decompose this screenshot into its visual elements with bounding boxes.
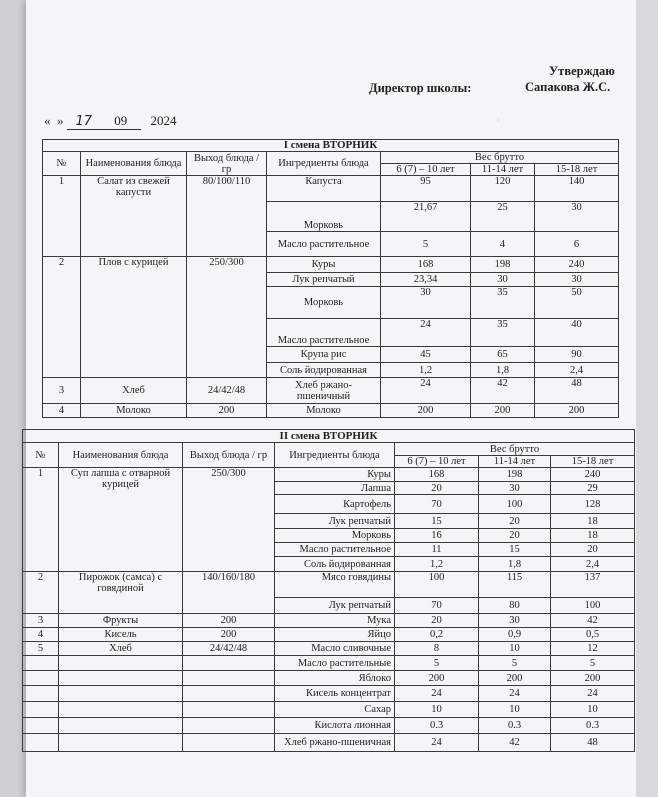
ingredient: Масло растительное bbox=[267, 319, 381, 347]
ingredient: Кисель концентрат bbox=[275, 686, 395, 702]
weight-value: 20 bbox=[479, 514, 551, 529]
dish-yield: 140/160/180 bbox=[183, 572, 275, 614]
weight-value: 24 bbox=[381, 319, 471, 347]
weight-value: 4 bbox=[471, 232, 535, 257]
weight-value: 15 bbox=[395, 514, 479, 529]
ingredient: Морковь bbox=[275, 529, 395, 543]
weight-value: 100 bbox=[551, 598, 635, 614]
weight-value: 90 bbox=[535, 347, 619, 363]
ingredient: Морковь bbox=[267, 202, 381, 232]
ingredient: Соль йодированная bbox=[275, 557, 395, 572]
ingredient: Молоко bbox=[267, 404, 381, 418]
weight-value: 2,4 bbox=[551, 557, 635, 572]
weight-value: 1,8 bbox=[479, 557, 551, 572]
weight-value: 240 bbox=[535, 257, 619, 273]
weight-value: 5 bbox=[479, 656, 551, 671]
table-row bbox=[23, 656, 635, 671]
ingredient: Масло сливочные bbox=[275, 642, 395, 656]
age-group-header: 15-18 лет bbox=[535, 164, 619, 176]
weight-value: 200 bbox=[535, 404, 619, 418]
date-quote-close: » bbox=[57, 113, 64, 128]
weight-value: 30 bbox=[381, 287, 471, 319]
col-number-header: № bbox=[23, 443, 59, 468]
dish-yield: 200 bbox=[187, 404, 267, 418]
dish-number: 3 bbox=[43, 378, 81, 404]
weight-value: 200 bbox=[479, 671, 551, 686]
weight-value: 6 bbox=[535, 232, 619, 257]
dish-yield: 200 bbox=[183, 614, 275, 628]
weight-value: 200 bbox=[395, 671, 479, 686]
shift1-menu-table bbox=[42, 139, 619, 418]
ingredient: Куры bbox=[275, 468, 395, 482]
table-row bbox=[23, 686, 635, 702]
dish-number: 1 bbox=[23, 468, 59, 572]
ingredient: Крупа рис bbox=[267, 347, 381, 363]
weight-value: 16 bbox=[395, 529, 479, 543]
dish-yield: 80/100/110 bbox=[187, 176, 267, 257]
ingredient: Капуста bbox=[267, 176, 381, 202]
weight-value: 115 bbox=[479, 572, 551, 598]
weight-value: 25 bbox=[471, 202, 535, 232]
weight-value: 0.3 bbox=[551, 718, 635, 734]
dish-name: Хлеб bbox=[59, 642, 183, 656]
weight-value: 10 bbox=[395, 702, 479, 718]
weight-value: 0,9 bbox=[479, 628, 551, 642]
age-group-header: 11-14 лет bbox=[479, 456, 551, 468]
weight-value: 168 bbox=[381, 257, 471, 273]
weight-value: 11 bbox=[395, 543, 479, 557]
shift1-title: I смена ВТОРНИК bbox=[43, 140, 619, 152]
weight-value: 5 bbox=[395, 656, 479, 671]
weight-value: 100 bbox=[479, 495, 551, 514]
weight-value: 200 bbox=[551, 671, 635, 686]
weight-value: 5 bbox=[381, 232, 471, 257]
weight-value: 30 bbox=[471, 273, 535, 287]
dish-number: 5 bbox=[23, 642, 59, 656]
weight-value: 35 bbox=[471, 319, 535, 347]
weight-value: 1,8 bbox=[471, 363, 535, 378]
weight-value: 140 bbox=[535, 176, 619, 202]
weight-value: 24 bbox=[551, 686, 635, 702]
dish-number: 4 bbox=[43, 404, 81, 418]
ingredient: Соль йодированная bbox=[267, 363, 381, 378]
weight-value: 95 bbox=[381, 176, 471, 202]
weight-value: 42 bbox=[479, 734, 551, 752]
weight-value: 24 bbox=[395, 734, 479, 752]
weight-value: 24 bbox=[479, 686, 551, 702]
age-group-header: 15-18 лет bbox=[551, 456, 635, 468]
dish-name: Фрукты bbox=[59, 614, 183, 628]
table-row bbox=[23, 628, 635, 642]
date-quote-open: « bbox=[44, 113, 51, 128]
weight-value: 12 bbox=[551, 642, 635, 656]
dish-number: 2 bbox=[43, 257, 81, 378]
dish-name: Пирожок (самса) с говядиной bbox=[59, 572, 183, 614]
col-dish-header: Наименования блюда bbox=[81, 152, 187, 176]
table-row bbox=[23, 671, 635, 686]
weight-value: 10 bbox=[479, 702, 551, 718]
weight-value: 65 bbox=[471, 347, 535, 363]
ingredient: Мясо говядины bbox=[275, 572, 395, 598]
dish-yield: 200 bbox=[183, 628, 275, 642]
table-row bbox=[43, 378, 619, 404]
weight-value: 23,34 bbox=[381, 273, 471, 287]
table-row bbox=[43, 257, 619, 273]
approval-date bbox=[44, 113, 177, 130]
table-row bbox=[23, 614, 635, 628]
dish-yield: 250/300 bbox=[183, 468, 275, 572]
weight-value: 0,5 bbox=[551, 628, 635, 642]
ingredient: Лапша bbox=[275, 482, 395, 495]
weight-value: 137 bbox=[551, 572, 635, 598]
weight-value: 15 bbox=[479, 543, 551, 557]
col-dish-header: Наименования блюда bbox=[59, 443, 183, 468]
ingredient: Морковь bbox=[267, 287, 381, 319]
weight-value: 200 bbox=[471, 404, 535, 418]
ingredient: Кислота лионная bbox=[275, 718, 395, 734]
dish-yield: 250/300 bbox=[187, 257, 267, 378]
shift2-menu-table bbox=[22, 429, 635, 752]
weight-value: 30 bbox=[479, 614, 551, 628]
weight-value: 20 bbox=[479, 529, 551, 543]
dish-name: Плов с курицей bbox=[81, 257, 187, 378]
ingredient: Мука bbox=[275, 614, 395, 628]
col-weight-header: Вес брутто bbox=[395, 443, 635, 456]
weight-value: 80 bbox=[479, 598, 551, 614]
weight-value: 48 bbox=[551, 734, 635, 752]
dish-yield: 24/42/48 bbox=[183, 642, 275, 656]
weight-value: 30 bbox=[479, 482, 551, 495]
background-edge bbox=[636, 0, 658, 797]
weight-value: 128 bbox=[551, 495, 635, 514]
weight-value: 8 bbox=[395, 642, 479, 656]
paper-speck: · bbox=[497, 116, 500, 125]
dish-name: Хлеб bbox=[81, 378, 187, 404]
weight-value: 70 bbox=[395, 598, 479, 614]
ingredient: Сахар bbox=[275, 702, 395, 718]
weight-value: 1,2 bbox=[381, 363, 471, 378]
ingredient: Масло растительные bbox=[275, 656, 395, 671]
col-ingredients-header: Ингредиенты блюда bbox=[275, 443, 395, 468]
weight-value: 70 bbox=[395, 495, 479, 514]
date-year: 2024 bbox=[150, 113, 177, 128]
weight-value: 18 bbox=[551, 514, 635, 529]
dish-yield: 24/42/48 bbox=[187, 378, 267, 404]
table-row bbox=[43, 404, 619, 418]
weight-value: 20 bbox=[395, 482, 479, 495]
approval-label: Утверждаю bbox=[549, 64, 615, 78]
weight-value: 120 bbox=[471, 176, 535, 202]
weight-value: 24 bbox=[395, 686, 479, 702]
dish-name: Молоко bbox=[81, 404, 187, 418]
dish-name: Салат из свежей капусти bbox=[81, 176, 187, 257]
table-row bbox=[23, 468, 635, 482]
ingredient: Лук репчатый bbox=[267, 273, 381, 287]
weight-value: 1,2 bbox=[395, 557, 479, 572]
weight-value: 0.3 bbox=[479, 718, 551, 734]
weight-value: 45 bbox=[381, 347, 471, 363]
table-row bbox=[23, 572, 635, 598]
director-name: Сапакова Ж.С. bbox=[525, 80, 611, 94]
age-group-header: 6 (7) – 10 лет bbox=[395, 456, 479, 468]
weight-value: 2,4 bbox=[535, 363, 619, 378]
date-month: 09 bbox=[101, 113, 141, 130]
director-label: Директор школы: bbox=[369, 81, 472, 95]
weight-value: 24 bbox=[381, 378, 471, 404]
ingredient: Яйцо bbox=[275, 628, 395, 642]
weight-value: 100 bbox=[395, 572, 479, 598]
ingredient: Лук репчатый bbox=[275, 598, 395, 614]
dish-number: 4 bbox=[23, 628, 59, 642]
table-row bbox=[23, 734, 635, 752]
table-row bbox=[43, 176, 619, 202]
dish-name: Суп лапша с отварной курицей bbox=[59, 468, 183, 572]
dish-number: 3 bbox=[23, 614, 59, 628]
ingredient: Картофель bbox=[275, 495, 395, 514]
ingredient: Хлеб ржано-пшеничная bbox=[275, 734, 395, 752]
weight-value: 50 bbox=[535, 287, 619, 319]
col-ingredients-header: Ингредиенты блюда bbox=[267, 152, 381, 176]
age-group-header: 11-14 лет bbox=[471, 164, 535, 176]
weight-value: 200 bbox=[381, 404, 471, 418]
weight-value: 168 bbox=[395, 468, 479, 482]
dish-name: Кисель bbox=[59, 628, 183, 642]
col-weight-header: Вес брутто bbox=[381, 152, 619, 164]
shift2-title: II смена ВТОРНИК bbox=[23, 430, 635, 443]
weight-value: 0,2 bbox=[395, 628, 479, 642]
table-row bbox=[23, 642, 635, 656]
ingredient: Масло растительное bbox=[267, 232, 381, 257]
dish-number: 1 bbox=[43, 176, 81, 257]
ingredient: Хлеб ржано-пшеничный bbox=[267, 378, 381, 404]
weight-value: 10 bbox=[551, 702, 635, 718]
weight-value: 30 bbox=[535, 273, 619, 287]
col-yield-header: Выход блюда / гр bbox=[183, 443, 275, 468]
weight-value: 20 bbox=[551, 543, 635, 557]
dish-number: 2 bbox=[23, 572, 59, 614]
ingredient: Яблоко bbox=[275, 671, 395, 686]
age-group-header: 6 (7) – 10 лет bbox=[381, 164, 471, 176]
weight-value: 198 bbox=[479, 468, 551, 482]
weight-value: 35 bbox=[471, 287, 535, 319]
col-yield-header: Выход блюда / гр bbox=[187, 152, 267, 176]
date-day: 17 bbox=[67, 114, 101, 130]
weight-value: 30 bbox=[535, 202, 619, 232]
weight-value: 240 bbox=[551, 468, 635, 482]
weight-value: 18 bbox=[551, 529, 635, 543]
weight-value: 48 bbox=[535, 378, 619, 404]
ingredient: Масло растительное bbox=[275, 543, 395, 557]
weight-value: 20 bbox=[395, 614, 479, 628]
table-row bbox=[23, 718, 635, 734]
weight-value: 42 bbox=[551, 614, 635, 628]
weight-value: 5 bbox=[551, 656, 635, 671]
col-number-header: № bbox=[43, 152, 81, 176]
weight-value: 198 bbox=[471, 257, 535, 273]
weight-value: 42 bbox=[471, 378, 535, 404]
ingredient: Куры bbox=[267, 257, 381, 273]
weight-value: 0.3 bbox=[395, 718, 479, 734]
weight-value: 40 bbox=[535, 319, 619, 347]
weight-value: 21,67 bbox=[381, 202, 471, 232]
table-row bbox=[23, 702, 635, 718]
weight-value: 29 bbox=[551, 482, 635, 495]
weight-value: 10 bbox=[479, 642, 551, 656]
ingredient: Лук репчатый bbox=[275, 514, 395, 529]
